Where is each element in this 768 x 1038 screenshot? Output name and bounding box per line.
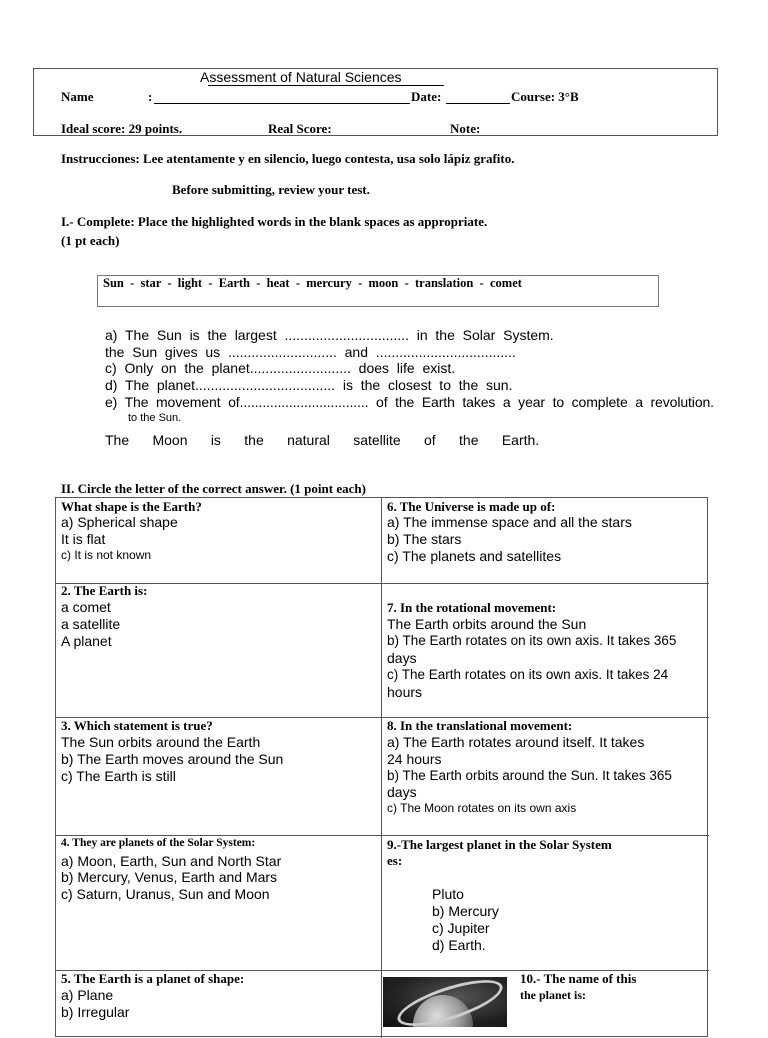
saturn-image <box>383 977 507 1027</box>
section1-points: (1 pt each) <box>61 233 120 248</box>
q7-option-a[interactable]: The Earth orbits around the Sun <box>387 616 587 632</box>
q6-option-c[interactable]: c) The planets and satellites <box>387 548 562 564</box>
fill-line-f: The Moon is the natural satellite of the Earth. <box>105 432 540 448</box>
q4-option-b[interactable]: b) Mercury, Venus, Earth and Mars <box>61 869 278 885</box>
grid-row-line <box>56 583 709 584</box>
q1-heading: What shape is the Earth? <box>61 499 202 514</box>
q9-option-b[interactable]: b) Mercury <box>432 903 499 919</box>
review-note: Before submitting, review your test. <box>172 182 370 197</box>
date-label: Date: <box>411 89 442 104</box>
q1-option-b[interactable]: It is flat <box>61 531 106 547</box>
grid-divider <box>381 498 382 1038</box>
word-bank: Sun - star - light - Earth - heat - mercury - moon - translation - comet <box>103 276 522 290</box>
planet-ring <box>393 977 507 1027</box>
q6-option-a[interactable]: a) The immense space and all the stars <box>387 514 632 530</box>
q8-option-b-cont: days <box>387 784 417 800</box>
fill-line-a: a) The Sun is the largest ................................ in the Solar System. <box>105 327 554 343</box>
name-colon: : <box>148 89 153 104</box>
q8-option-a-cont: 24 hours <box>387 751 442 767</box>
q4-option-c[interactable]: c) Saturn, Uranus, Sun and Moon <box>61 886 270 902</box>
q7-option-b-cont: days <box>387 650 417 666</box>
q5-option-a[interactable]: a) Plane <box>61 987 114 1003</box>
instructions: Instrucciones: Lee atentamente y en silencio, luego contesta, usa solo lápiz grafito. <box>61 151 515 166</box>
q5-option-b[interactable]: b) Irregular <box>61 1004 130 1020</box>
name-field-line[interactable] <box>154 103 410 104</box>
q6-option-b[interactable]: b) The stars <box>387 531 462 547</box>
fill-line-d: d) The planet.................................... is the closest to the sun. <box>105 377 513 393</box>
course-label: Course: 3°B <box>511 89 579 104</box>
q2-option-c[interactable]: A planet <box>61 633 112 649</box>
q8-option-a[interactable]: a) The Earth rotates around itself. It takes <box>387 734 645 750</box>
real-score-label: Real Score: <box>268 121 332 136</box>
q1-option-c[interactable]: c) It is not known <box>61 548 152 562</box>
section1-title: I.- Complete: Place the highlighted words in the blank spaces as appropriate. <box>61 214 488 229</box>
q3-option-c[interactable]: c) The Earth is still <box>61 768 176 784</box>
q9-option-c[interactable]: c) Jupiter <box>432 920 490 936</box>
q9-option-a[interactable]: Pluto <box>432 886 464 902</box>
q8-option-b[interactable]: b) The Earth orbits around the Sun. It takes 365 <box>387 768 672 783</box>
q7-option-c-cont: hours <box>387 684 423 700</box>
q7-option-c[interactable]: c) The Earth rotates on its own axis. It takes 24 <box>387 667 669 682</box>
q8-option-c[interactable]: c) The Moon rotates on its own axis <box>387 801 577 815</box>
note-label: Note: <box>450 121 481 136</box>
name-label: Name <box>61 89 94 104</box>
q9-heading: 9.-The largest planet in the Solar System <box>387 837 612 852</box>
q9-heading-cont: es: <box>387 853 403 868</box>
q10-heading: 10.- The name of this <box>520 971 637 986</box>
q3-option-b[interactable]: b) The Earth moves around the Sun <box>61 751 284 767</box>
q5-heading: 5. The Earth is a planet of shape: <box>61 971 245 986</box>
fill-line-e: e) The movement of.................................. of the Earth takes a year to complete a revolution. <box>105 394 714 410</box>
q10-heading-cont: the planet is: <box>520 988 586 1002</box>
page-title: Assessment of Natural Sciences <box>200 69 402 85</box>
q8-heading: 8. In the translational movement: <box>387 718 573 733</box>
grid-row-line <box>56 835 709 836</box>
section2-title: II. Circle the letter of the correct answer. (1 point each) <box>61 481 366 496</box>
date-field-line[interactable] <box>446 103 510 104</box>
q9-option-d[interactable]: d) Earth. <box>432 937 486 953</box>
q4-heading: 4. They are planets of the Solar System: <box>61 837 256 849</box>
title-underline <box>208 85 444 86</box>
answer-grid <box>55 497 708 1037</box>
q2-option-b[interactable]: a satellite <box>61 616 121 632</box>
q2-option-a[interactable]: a comet <box>61 599 111 615</box>
q7-option-b[interactable]: b) The Earth rotates on its own axis. It takes 365 <box>387 633 677 648</box>
fill-line-e-cont: to the Sun. <box>128 412 182 424</box>
fill-line-b: the Sun gives us ............................ and .................................... <box>105 344 516 360</box>
q1-option-a[interactable]: a) Spherical shape <box>61 514 178 530</box>
q3-option-a[interactable]: The Sun orbits around the Earth <box>61 734 261 750</box>
q7-heading: 7. In the rotational movement: <box>387 600 557 615</box>
q3-heading: 3. Which statement is true? <box>61 718 213 733</box>
q2-heading: 2. The Earth is: <box>61 583 148 598</box>
q4-option-a[interactable]: a) Moon, Earth, Sun and North Star <box>61 853 282 869</box>
fill-line-c: c) Only on the planet.......................... does life exist. <box>105 360 456 376</box>
q6-heading: 6. The Universe is made up of: <box>387 499 556 514</box>
ideal-score: Ideal score: 29 points. <box>61 121 183 136</box>
